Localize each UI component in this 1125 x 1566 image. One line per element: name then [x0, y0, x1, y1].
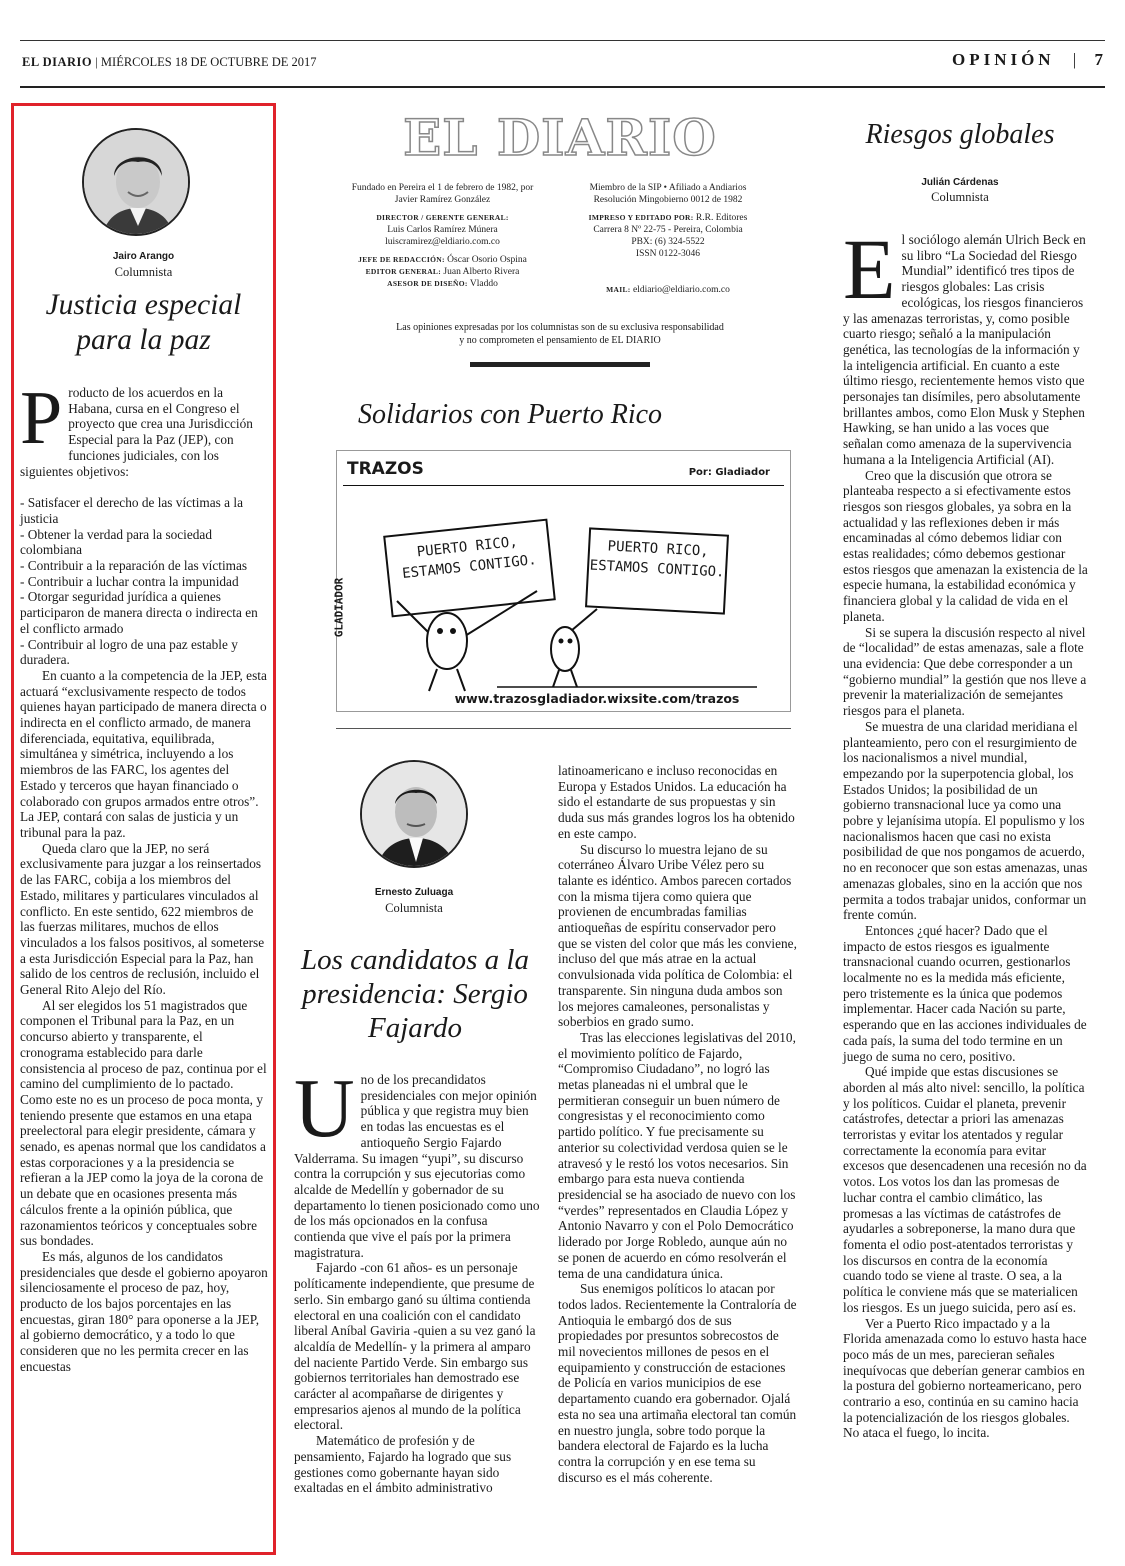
drop-cap: E: [843, 221, 896, 317]
editor-name: Juan Alberto Rivera: [443, 267, 520, 277]
author-photo-jairo-arango: [82, 128, 190, 236]
mail-address: eldiario@eldiario.com.co: [632, 285, 730, 295]
author-name: Ernesto Zuluaga: [374, 887, 454, 898]
paragraph: Sus enemigos políticos lo atacan por todos lados. Recientemente la Contraloría de Antioquia le embargó dos de sus propiedades por presuntos sobrecostos de mil novecientos millones de pesos en el equipamiento y construcción de estaciones de Policía en varios municipios de ese departamento cuando era gobernador. Ojalá esta no sea una artimaña electoral tan común en nuestro jungla, sobre todo porque la bandera electoral de Fajardo es la lucha contra la corrupción y en ese tema su discurso es el más coherente.: [558, 1281, 797, 1485]
paragraph: Creo que la discusión que otrora se planteaba respecto a si efectivamente estos riesgos son riesgos globales, ya sobra en la actualidad y las reflexiones deben ir más encaminadas al cómo debemos lidiar con estas realidades; cómo debemos gestionar estos riesgos que amenazan la existencia de la especie humana, la estabilidad económica y financiera global y la calidad de vida en el planeta.: [843, 467, 1088, 624]
author-role: Columnista: [114, 265, 173, 279]
issue-date: MIÉRCOLES 18 DE OCTUBRE DE 2017: [100, 55, 317, 69]
header-top-rule: [20, 40, 1105, 41]
portrait-icon: [362, 762, 468, 868]
author-role: Columnista: [931, 190, 989, 204]
article-headline: Riesgos globales: [865, 119, 1055, 150]
sign-left: PUERTO RICO, ESTAMOS CONTIGO.: [383, 519, 556, 618]
paragraph: latinoamericano e incluso reconocidas en Europa y Estados Unidos. La educación ha sido el estandarte de sus propuestas y sin duda sus más grandes logros los ha obtenido en este campo.: [558, 763, 795, 841]
article-body: [20, 376, 268, 1375]
objectives-list: [20, 495, 268, 668]
cartoonist-signature: GLADIADOR: [332, 577, 346, 638]
member-note: Miembro de la SIP • Afiliado a Andiarios Resolución Mingobierno 0012 de 1982: [589, 183, 747, 205]
disclaimer-line: Las opiniones expresadas por los columnistas son de su exclusiva responsabilidad: [396, 322, 724, 333]
cartoon-panel: [332, 450, 791, 712]
section-label: [952, 50, 1103, 70]
cartoon-headline: Solidarios con Puerto Rico: [357, 399, 663, 430]
list-item: - Obtener la verdad para la sociedad colombiana: [20, 526, 212, 558]
author-photo-ernesto-zuluaga: [360, 760, 468, 868]
section-separator: |: [1072, 50, 1077, 69]
disclaimer-line: y no comprometen el pensamiento de EL DIARIO: [459, 335, 661, 346]
issn: ISSN 0122-3046: [635, 249, 701, 259]
article-intro: roducto de los acuerdos en la Habana, cursa en el Congreso el proyecto que crea una Jurisdicción Especial para la Paz (JEP), con funciones judiciales, con los siguientes objetivos:: [20, 385, 253, 479]
printed-label: IMPRESO Y EDITADO POR:: [588, 213, 694, 222]
paragraph: Ver a Puerto Rico impactado y a la Florida amenazada como lo estuvo hasta hace poco más de un mes, parecieran señales inequívocas que deberían generar cambios en la postura del gobierno norteamericano, pero contrario a eso, continúa en su camino hacia la potencialización de los riesgos globales. No ataca el fuego, lo incita.: [843, 1315, 1087, 1441]
header-bottom-rule: [20, 86, 1105, 88]
drop-cap: P: [20, 376, 63, 460]
paragraph: Tras las elecciones legislativas del 2010, el movimiento político de Fajardo, “Compromiso Ciudadano”, no logró las metas planeadas ni el umbral que le permitieran conseguir un buen número de congresistas y el reconocimiento como partido político. Y fue precisamente su anterior su colectividad verdosa quien se le atravesó y le restó los votos necesarios. Sin embargo para esta nueva contienda presidencial se ha asociado de nuevo con los “verdes” representados en Claudia López y Antonio Navarro y con el Polo Democrático liderado por Jorge Robledo, aunque aún no se ponen de acuerdo en cómo resolverán el tema de una candidatura única.: [558, 1029, 796, 1281]
paragraph: Matemático de profesión y de pensamiento, Fajardo ha logrado que sus gestiones como gobernante hayan sido exaltadas en el ámbito administrativo: [294, 1433, 512, 1496]
header-masthead: [22, 55, 317, 70]
list-item: - Satisfacer el derecho de las víctimas a la justicia: [20, 495, 243, 526]
jefe-label: JEFE DE REDACCIÓN:: [358, 255, 445, 264]
cartoon-series: TRAZOS: [347, 459, 424, 479]
opinion-disclaimer: [340, 321, 780, 347]
address: Carrera 8 Nº 22-75 - Pereira, Colombia: [593, 225, 743, 235]
list-item: - Contribuir al logro de una paz estable y duradera.: [20, 636, 238, 668]
sign-right: PUERTO RICO, ESTAMOS CONTIGO.: [585, 527, 729, 614]
list-item: - Otorgar seguridad jurídica a quienes participaron de manera directa o indirecta en el conflicto armado: [20, 589, 258, 636]
jefe-name: Óscar Osorio Ospina: [447, 255, 527, 265]
pbx: PBX: (6) 324-5522: [631, 237, 705, 247]
paragraph: En cuanto a la competencia de la JEP, esta actuará “exclusivamente respecto de todos quienes hayan participado de manera directa o indirecta en el conflicto armado, de manera diferenciada, equitativa, equilibrada, simultánea y simétrica, incluyendo a los miembros de las FARC, los agentes del Estado y terceros que hayan financiado o colaborado con grupos armados entre otros”. La JEP, contará con salas de justicia y un tribunal para la paz.: [20, 667, 267, 840]
director-name: Luis Carlos Ramírez Múnera: [387, 225, 498, 235]
paragraph: Fajardo -con 61 años- es un personaje políticamente independiente, que presume de serlo. Sin embargo ganó su última contienda electoral en una coalición con el candidato liberal Aníbal Gaviria -quien a su vez ganó la alcaldía de Medellín- y la primera al amparo del naciente Partido Verde. Sin embargo sus gobiernos territoriales han demostrado ese carácter al acompañarse de dirigentes y empresarios ajenos al mundo de la política electoral.: [294, 1260, 536, 1433]
cartoon-figures-icon: [337, 451, 792, 713]
paper-name: EL DIARIO: [22, 55, 93, 69]
director-email: luiscramirez@eldiario.com.co: [385, 237, 500, 247]
article-headline: Justicia especial para la paz: [45, 289, 242, 356]
author-name: Julián Cárdenas: [921, 177, 999, 188]
section-name: OPINIÓN: [951, 50, 1055, 69]
drop-cap: U: [294, 1062, 355, 1155]
paragraph: l sociólogo alemán Ulrich Beck en su libro “La Sociedad del Riesgo Mundial” identificó tres tipos de riesgos globales: Las crisis ecológicas, los riesgos financieros y las amenazas terroristas, y, como posible cuarto riesgo; señaló a la manipulación genética, las tecnologías de la información y la inteligencia artificial. En cuanto a este último riesgo, recientemente hemos visto que personajes tan disímiles, pero absolutamente brillantes ambos, como Elon Musk y Stephen Hawking, se han unido a las voces que señalan como amenaza de la supervivencia humana a la Inteligencia Artificial (AI).: [843, 232, 1086, 467]
cartoon-url: www.trazosgladiador.wixsite.com/trazos: [454, 691, 740, 706]
header-separator: |: [95, 55, 98, 69]
page-number: 7: [1094, 50, 1103, 69]
article-body: [843, 221, 1088, 1441]
mail-label: MAIL:: [606, 285, 631, 294]
portrait-icon: [84, 130, 190, 236]
list-item: - Contribuir a luchar contra la impunidad: [20, 573, 239, 589]
founded-note: Fundado en Pereira el 1 de febrero de 1982, por Javier Ramírez González: [351, 183, 534, 205]
paragraph: Es más, algunos de los candidatos presidenciales que desde el gobierno apoyaron silenciosamente el proceso de paz, hoy, producto de los bajos porcentajes en las encuestas, giran 180° para oponerse a la JEP, al gobierno democrático, y a todo lo que consideren que no les permita crecer en las encuestas: [20, 1248, 268, 1374]
imprint-right: [568, 182, 768, 296]
article-body: [294, 1062, 540, 1496]
paragraph: Entonces ¿qué hacer? Dado que el impacto de estos riesgos es igualmente transnacional cuando ocurren, gestionarlos localmente no es la medida más eficiente, pero tristemente es la única que podemos implementar. Hacer cada Nación su parte, esperando que en las acciones individuales de cada país, la suma del todo termine en un juego de suma no cero, positivo.: [843, 922, 1087, 1064]
newspaper-logo: EL DIARIO: [403, 108, 717, 167]
paragraph: Al ser elegidos los 51 magistrados que componen el Tribunal para la Paz, en un concurso abierto y transparente, el cronograma establecido para darle consistencia al proceso de paz, continua por el camino del cumplimiento de lo pactado. Como este no es un proceso de poca monta, y teniendo presente que estamos en una etapa preelectoral para elegir presidente, cámara y senado, es apenas normal que los candidatos a estas corporaciones y a la presidencia se refieran a la JEP como la joya de la corona de un debate que en ocasiones presenta más cálculos frente a la opinión pública, que razonamientos teóricos y conceptuales sobre sus bondades.: [20, 997, 267, 1249]
imprint-left: [345, 182, 540, 290]
editor-label: EDITOR GENERAL:: [365, 267, 442, 276]
paragraph: Queda claro que la JEP, no será exclusivamente para juzgar a los reinsertados de las FARC, cobija a los miembros del Estado, militares y particulares vinculados al conflicto. En este sentido, 622 miembros de las fuerzas militares, muchos de ellos vinculados a los falsos positivos, al someterse a esta Jurisdicción Especial para la Paz, han salido de los centros de reclusión, incluido el General Rito Alejo del Río.: [20, 840, 265, 998]
paragraph: Qué impide que estas discusiones se aborden al más alto nivel: sencillo, la política y los políticos. Cuidar el planeta, prevenir catástrofes, detectar a priori las amenazas terroristas y evitar los atentados y regular correctamente la economía para evitar excesos que desencadenen una recesión no da votos. Los votos los dan las promesas de luchar contra el cambio climático, las promesas a las víctimas de catástrofes de ayudarles a sobreponerse, la mano dura que fomenta el odio post-atentados terroristas y los discursos en contra de la economía cuando todo se viene al traste. O sea, a la política le conviene más que se materialicen los riesgos. Es un juego suicida, pero así es.: [843, 1064, 1087, 1315]
paragraph: Si se supera la discusión respecto al nivel de “localidad” de estas amenazas, sale a flote una evidencia: Que debe corresponder a un “gobierno mundial” la gestión que nos lleve a prevenir la materialización de semejantes riesgos para el planeta.: [843, 624, 1087, 719]
list-item: - Contribuir a la reparación de las víctimas: [20, 558, 248, 574]
paragraph: Se muestra de una claridad meridiana el planteamiento, pero con el resurgimiento de los nacionalismos a nivel mundial, empezando por la superpotencia global, los Estados Unidos; la posibilidad de un gobierno transnacional luce ya como una pobre y lejanísima utopía. El populismo y los nacionalismos hacen que casi no exista posibilidad de que nos pongamos de acuerdo, no en reconocer que son estas amenazas, unas amenazas globales, sino en la acción que nos permita a todos trabajar unidos, conformar un frente común.: [843, 718, 1088, 923]
author-role: Columnista: [385, 901, 443, 915]
asesor-name: Vladdo: [469, 279, 498, 289]
printed-by: R.R. Editores: [695, 213, 748, 223]
article-headline: Los candidatos a la presidencia: Sergio Fajardo: [301, 944, 529, 1044]
article-body-continued: [558, 763, 798, 1485]
director-label: DIRECTOR / GERENTE GENERAL:: [376, 213, 509, 222]
paragraph: Su discurso lo muestra lejano de su coterráneo Álvaro Uribe Vélez pero su talante es idéntico. Ambos parecen cortados con la misma tijera como quiera que provienen de encumbradas familias antioqueñas de espíritu conservador pero que se visten del color que más les conviene, incluso del que más atrae en la actual convulsionada vida política de Colombia: el transparente. Sin ninguna duda ambos son los mejores camaleones, personalistas y soberbios en grado sumo.: [558, 841, 797, 1030]
asesor-label: ASESOR DE DISEÑO:: [387, 279, 468, 288]
author-name: Jairo Arango: [112, 251, 175, 262]
cartoon-credit: Por: Gladiador: [688, 467, 770, 478]
section-divider: [470, 362, 650, 367]
paragraph: no de los precandidatos presidenciales con mejor opinión pública y que registra muy bien en todas las encuestas es el antioqueño Sergio Fajardo Valderrama. Su imagen “yupi”, su discurso contra la corrupción y sus ejecutorias como alcalde de Medellín y gobernador de su departamento lo tienen posicionado como uno de los más opcionados en la confusa contienda que vive el país por la primera magistratura.: [294, 1072, 540, 1260]
cartoon-bottom-rule: [336, 728, 791, 729]
